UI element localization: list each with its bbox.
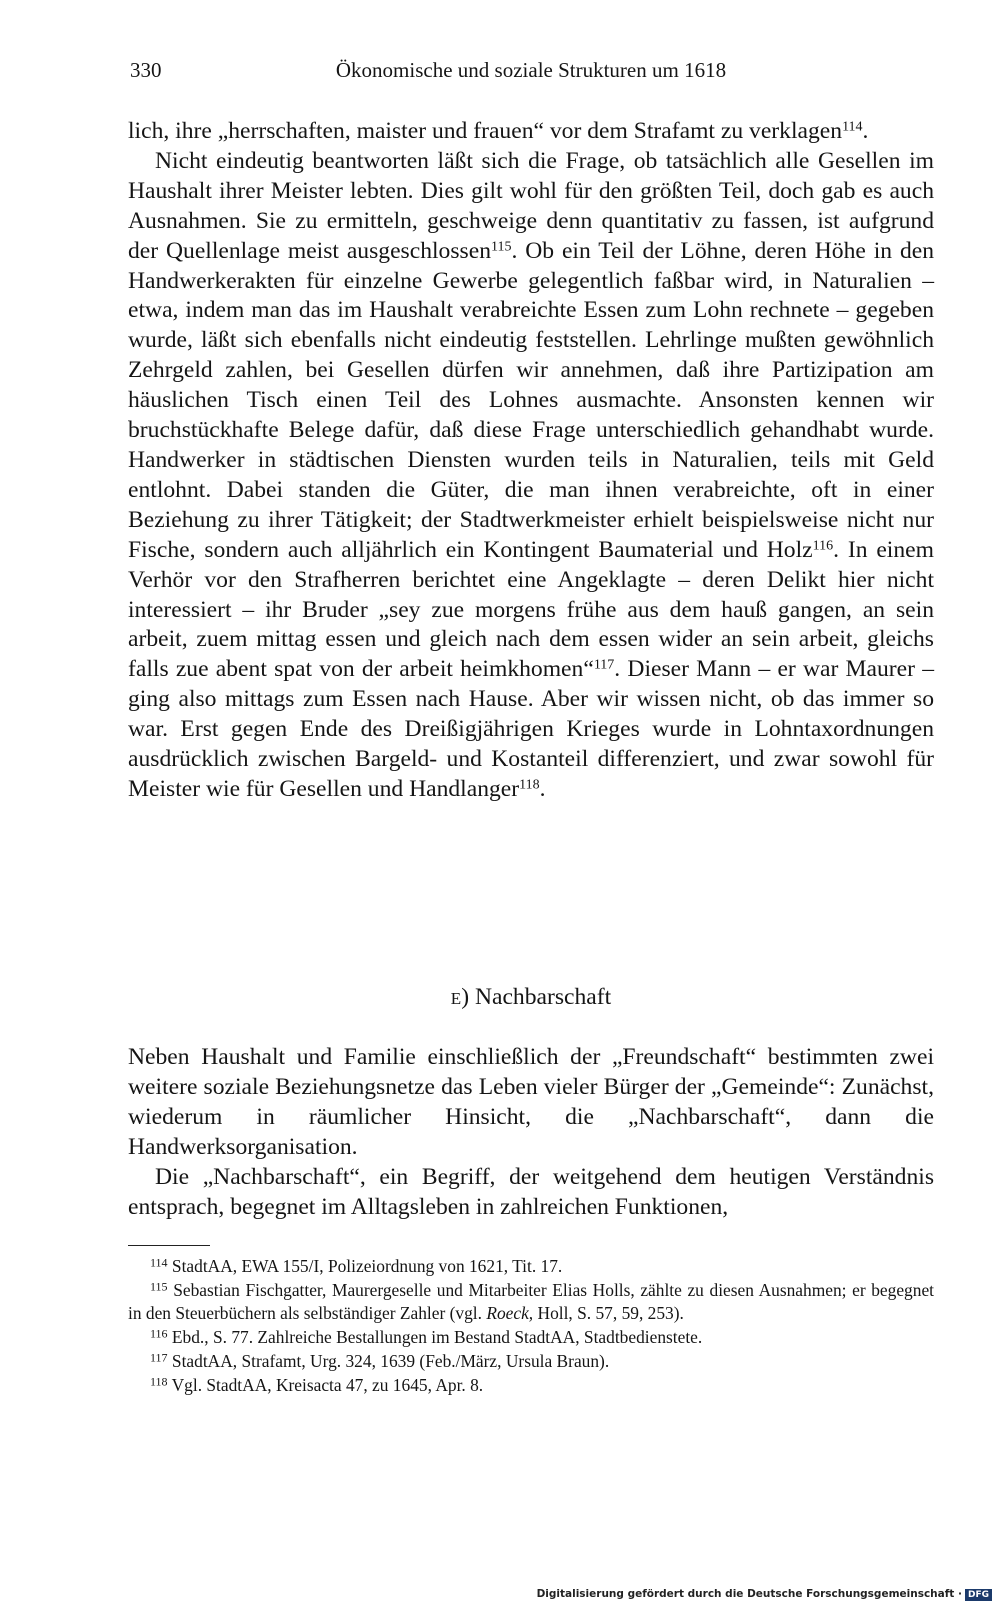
footnote-number: 118 [150, 1374, 168, 1389]
footnote-number: 115 [150, 1279, 168, 1294]
footnote [128, 1255, 934, 1279]
footnote-text: StadtAA, EWA 155/I, Polizeiordnung von 1621, Tit. 17. [171, 1256, 563, 1276]
footnote-text: Ebd., S. 77. Zahlreiche Bestallungen im Bestand StadtAA, Stadtbedienstete. [171, 1327, 703, 1348]
footnote-divider [128, 1245, 210, 1246]
footnote-ref: 116 [812, 538, 834, 553]
paragraph: Neben Haushalt und Familie einschließlich der „Freundschaft“ bestimmten zwei weitere soziale Beziehungsnetze das Leben vieler Bürger der „Gemeinde“: Zunächst, wiederum in räumlicher Hinsicht, die „Nachbarschaft“, dann die Handwerksorganisation. [128, 1044, 934, 1160]
page-number: 330 [130, 58, 162, 82]
paragraph [128, 117, 934, 147]
footnote-number: 117 [150, 1350, 168, 1365]
body-text-upper [128, 117, 934, 805]
footnote-author: Roeck, [486, 1303, 534, 1324]
footnote [128, 1326, 934, 1350]
text-run: Nicht eindeutig beantworten läßt sich die Frage, ob tatsächlich alle Gesellen im Haushalt ihrer Meister lebten. Dies gilt wohl für den größten Teil, doch gab es auch Ausnahmen. Sie zu ermitteln, geschweige denn quantitativ zu fassen, ist aufgrund der Quellenlage meist ausgeschlossen [128, 147, 934, 264]
footnote-ref: 115 [491, 238, 512, 254]
footnote [128, 1374, 934, 1398]
footnote-text: Vgl. StadtAA, Kreisacta 47, zu 1645, Apr. 8. [171, 1374, 484, 1395]
text-run: . Dieser Mann – er war Maurer – ging also mittags zum Essen nach Hause. Aber wir wissen nicht, ob das immer so war. Erst gegen Ende des Dreißigjährigen Krieges wurde in Lohntaxordnungen ausdrücklich zwischen Bargeld- und Kostanteil differenziert, und zwar sowohl für Meister wie für Gesellen und Handlanger [128, 656, 934, 802]
running-header [128, 58, 934, 88]
dfg-logo: DFG [965, 1589, 992, 1601]
section-letter: E [450, 989, 462, 1008]
section-title: Nachbarschaft [474, 984, 612, 1010]
paragraph: Die „Nachbarschaft“, ein Begriff, der weitgehend dem heutigen Verständnis entsprach, begegnet im Alltagsleben in zahlreichen Funktionen, [128, 1163, 934, 1220]
footnote-text: StadtAA, Strafamt, Urg. 324, 1639 (Feb./März, Ursula Braun). [171, 1350, 610, 1371]
running-title: Ökonomische und soziale Strukturen um 1618 [335, 58, 727, 82]
footnote [128, 1350, 934, 1374]
text-run: . [862, 118, 869, 144]
footnote [128, 1279, 934, 1326]
section-heading: E) Nachbarschaft [450, 984, 612, 1010]
footnote-number: 114 [150, 1255, 168, 1270]
paragraph [128, 147, 934, 805]
text-run: . [539, 775, 546, 802]
footnote-text: Sebastian Fischgatter, Maurergeselle und Mitarbeiter Elias Holls, zählte zu diesen Ausnahmen; er begegnet in den Steuerbüchern als selbständiger Zahler (vgl. [128, 1279, 934, 1324]
footnote-number: 116 [150, 1326, 168, 1341]
footnote-text: Holl, S. 57, 59, 253). [533, 1303, 684, 1324]
text-run: . Ob ein Teil der Löhne, deren Höhe in den Handwerkerakten für einzelne Gewerbe gelegentlich faßbar wird, in Naturalien – etwa, indem man das im Haushalt verabreichte Essen zum Lohn rechnete – gegeben wurde, läßt sich ebenfalls nicht eindeutig feststellen. Lehrlinge mußten gewöhnlich Zehrgeld zahlen, bei Gesellen dürfen wir annehmen, daß ihre Partizipation am häuslichen Tisch einen Teil des Lohnes ausmachte. Ansonsten kennen wir bruchstückhafte Belege dafür, daß diese Frage unterschiedlich gehandhabt wurde. Handwerker in städtischen Diensten wurden teils in Naturalien, teils mit Geld entlohnt. Dabei standen die Güter, die man ihnen verabreichte, oft in einer Beziehung zu ihrer Tätigkeit; der Stadtwerkmeister erhielt beispielsweise nicht nur Fische, sondern auch alljährlich ein Kontingent Baumaterial und Holz [128, 237, 935, 563]
footnote-ref: 117 [593, 657, 615, 673]
footnotes [128, 1255, 934, 1397]
text-run: lich, ihre „herrschaften, maister und frauen“ vor dem Strafamt zu verklagen [128, 118, 843, 144]
footnote-ref: 114 [842, 119, 863, 135]
footer-text: Digitalisierung gefördert durch die Deutsche Forschungsgemeinschaft · [536, 1588, 962, 1600]
text-run: . In einem Verhör vor den Strafherren berichtet eine Angeklagte – deren Delikt hier nicht interessiert – ihr Bruder „sey zue morgens frühe aus dem hauß gangen, an sein arbeit, zuem mittag essen und gleich nach dem essen wider an sein arbeit, gleichs falls zue abent spat von der arbeit heimkhomen“ [128, 536, 934, 683]
digitization-footer [537, 1588, 992, 1601]
body-text-lower [128, 1043, 934, 1222]
footnote-ref: 118 [519, 777, 540, 793]
